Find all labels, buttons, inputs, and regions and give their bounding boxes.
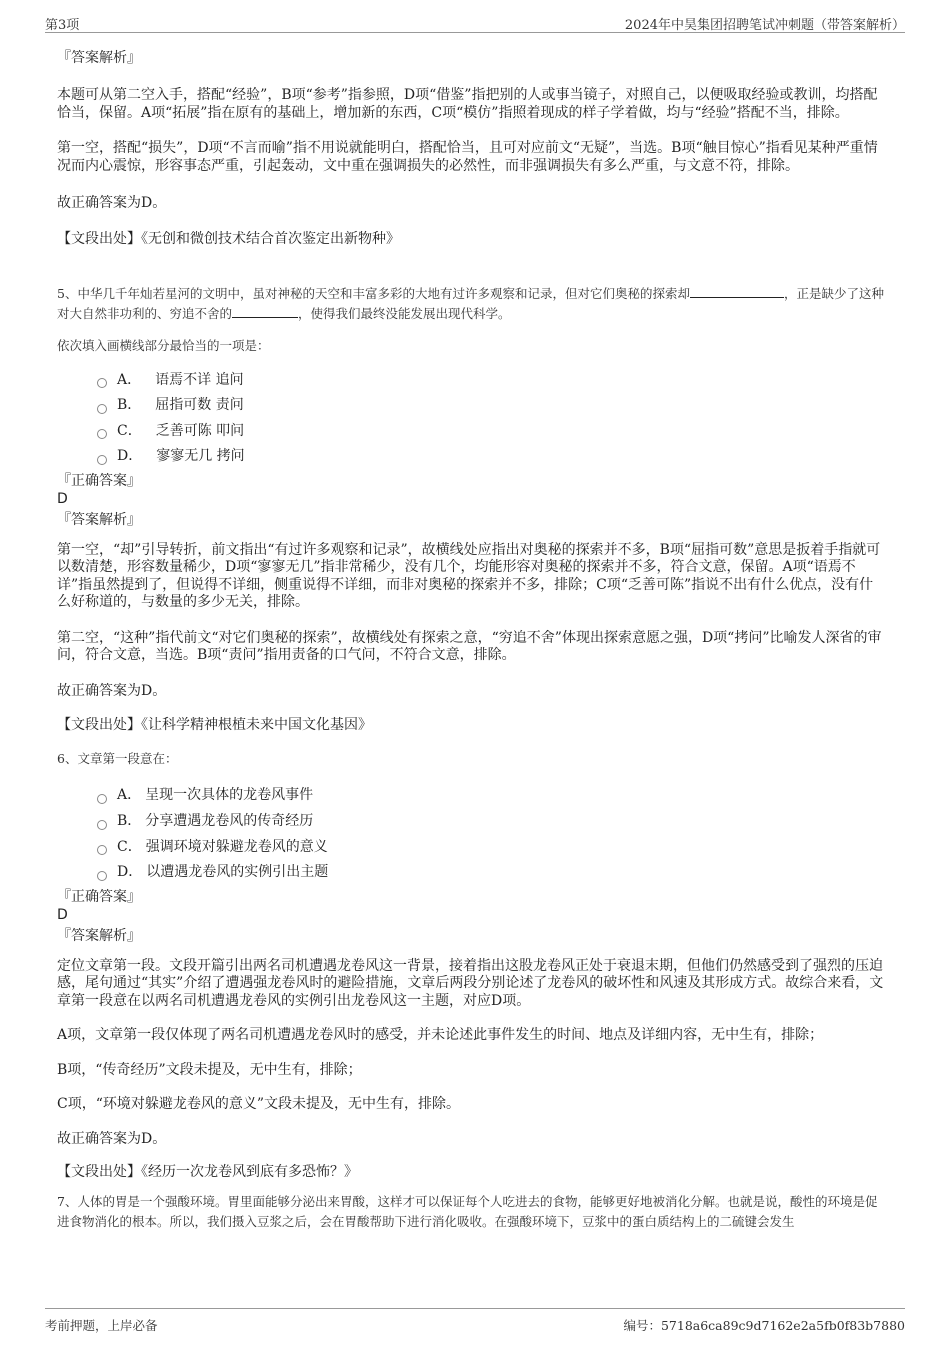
footer-slogan: 考前押题，上岸必备 [45,1318,158,1333]
option-c[interactable] [97,419,887,445]
radio-icon[interactable] [97,404,107,414]
analysis-label: 『答案解析』 [57,50,141,66]
correct-answer: D [57,490,68,507]
question-stem: 7、人体的胃是一个强酸环境。胃里面能够分泌出来胃酸，这样才可以保证每个人吃进去的食物，能够更好地被消化分解。也就是说，酸性的环境是促进食物消化的根本。所以，我们摄入豆浆之后，会在胃酸帮助下进行消化吸收。在强酸环境下，豆浆中的蛋白质结构上的二硫键会发生 [57,1194,878,1230]
analysis-label: 『答案解析』 [57,511,141,528]
fill-blank [690,285,784,298]
conclusion-text: 故正确答案为D。 [57,1130,167,1147]
option-letter: D． [117,864,143,881]
analysis-paragraph: 第二空，“这种”指代前文“对它们奥秘的探索”，故横线处有探索之意，“穷追不舍”体现出探索意愿之强，D项“拷问”比喻发人深省的审问，符合文意，当选。B项“责问”指用责备的口气问，不符合文意，排除。 [57,629,882,664]
option-letter: B． [117,397,142,414]
question-stem [57,284,887,324]
option-b[interactable] [97,809,887,835]
option-letter: A． [117,787,142,804]
option-d[interactable] [97,444,887,470]
option-letter: C． [117,838,142,855]
option-text: 语焉不详 追问 [155,371,244,388]
option-letter: C． [117,422,142,439]
source-line [57,715,887,735]
radio-icon[interactable] [97,820,107,830]
radio-icon[interactable] [97,378,107,388]
analysis-paragraph: A项，文章第一段仅体现了两名司机遭遇龙卷风时的感受，并未论述此事件发生的时间、地点及详细内容，无中生有，排除； [57,1027,824,1044]
source-label: 【文段出处】 [57,230,141,247]
analysis-paragraph: 第一空，“却”引导转折，前文指出“有过许多观察和记录”，故横线处应指出对奥秘的探索并不多，B项“屈指可数”意思是扳着手指就可以数清楚，形容数量稀少，D项“寥寥无几”指非常稀少，没有几个，均能形容对奥秘的探索并不多，符合文意，保留。A项“语焉不详”指虽然提到了，但说得不详细，侧重说得不详细，而非对奥秘的探索并不多，排除；C项“乏善可陈”指说不出有什么优点，没有什么好称道的，与数量的多少无关，排除。 [57,541,881,611]
radio-icon[interactable] [97,845,107,855]
option-letter: D． [117,448,143,465]
radio-icon[interactable] [97,871,107,881]
option-text: 强调环境对躲避龙卷风的意义 [145,838,328,855]
option-b[interactable] [97,393,887,419]
correct-answer: D [57,906,68,923]
page-content [57,40,887,1232]
document-title: 2024年中昊集团招聘笔试冲刺题（带答案解析） [624,18,905,33]
option-a[interactable] [97,368,887,394]
analysis-paragraph: 本题可从第二空入手，搭配“经验”，B项“参考”指参照，D项“借鉴”指把别的人或事当镜子，对照自己，以便吸取经验或教训，均搭配恰当，保留。A项“拓展”指在原有的基础上，增加新的东西，C项“模仿”指照着现成的样子学着做，均与“经验”搭配不当，排除。 [57,87,878,121]
option-text: 寥寥无几 拷问 [156,448,245,465]
radio-icon[interactable] [97,794,107,804]
option-c[interactable] [97,835,887,861]
correct-answer-label: 『正确答案』 [57,472,141,489]
question-text: 5、中华几千年灿若星河的文明中，虽对神秘的天空和丰富多彩的大地有过许多观察和记录，但对它们奥秘的探索却 [57,285,690,301]
conclusion-text: 故正确答案为D。 [57,682,167,699]
analysis-paragraph: B项，“传奇经历”文段未提及，无中生有，排除； [57,1061,362,1078]
source-title: 《经历一次龙卷风到底有多恐怖？》 [141,1164,358,1181]
option-text: 以遭遇龙卷风的实例引出主题 [146,864,329,881]
options-list [97,783,887,885]
analysis-label: 『答案解析』 [57,927,141,944]
page-number: 第3项 [45,18,80,33]
analysis-paragraph: 第一空，搭配“损失”，D项“不言而喻”指不用说就能明白，搭配恰当，且可对应前文“无疑”，当选。B项“触目惊心”指看见某种严重情况而内心震惊，形容事态严重，引起轰动，文中重在强调损失的必然性，而非强调损失有多么严重，与文意不符，排除。 [57,140,878,174]
document-id: 编号：5718a6ca89c9d7162e2a5fb0f83b7880 [623,1318,905,1333]
analysis-paragraph: C项，“环境对躲避龙卷风的意义”文段未提及，无中生有，排除。 [57,1096,461,1113]
question-prompt: 依次填入画横线部分最恰当的一项是： [57,337,270,353]
page-footer [45,1308,905,1339]
question-text: ，正是缺少了这种对大自然非功利的、穷追不舍的 [57,285,884,321]
source-title: 《无创和微创技术结合首次鉴定出新物种》 [141,230,400,247]
question-text: ，使得我们最终没能发展出现代科学。 [298,305,511,321]
option-text: 分享遭遇龙卷风的传奇经历 [145,812,314,829]
conclusion-text: 故正确答案为D。 [57,195,167,211]
source-label: 【文段出处】 [57,1164,141,1181]
source-title: 《让科学精神根植未来中国文化基因》 [141,717,372,734]
radio-icon[interactable] [97,455,107,465]
source-line [57,229,887,249]
radio-icon[interactable] [97,429,107,439]
options-list [97,368,887,470]
option-d[interactable] [97,860,887,886]
question-stem: 6、文章第一段意在： [57,751,178,767]
analysis-paragraph: 定位文章第一段。文段开篇引出两名司机遭遇龙卷风这一背景，接着指出这股龙卷风正处于衰退末期，但他们仍然感受到了强烈的压迫感，尾句通过“其实”介绍了遭遇强龙卷风时的避险措施，文章后两段分别论述了龙卷风的破坏性和风速及其形成方式。故综合来看，文章第一段意在以两名司机遭遇龙卷风的实例引出龙卷风这一主题，对应D项。 [57,957,884,1009]
option-text: 屈指可数 责问 [155,397,244,414]
source-line [57,1162,887,1182]
option-text: 呈现一次具体的龙卷风事件 [145,787,314,804]
option-letter: A． [117,371,142,388]
option-a[interactable] [97,783,887,809]
source-label: 【文段出处】 [57,717,141,734]
correct-answer-label: 『正确答案』 [57,888,141,905]
option-letter: B． [117,812,142,829]
option-text: 乏善可陈 叩问 [155,422,245,439]
page-header [45,10,905,33]
fill-blank [232,305,298,318]
